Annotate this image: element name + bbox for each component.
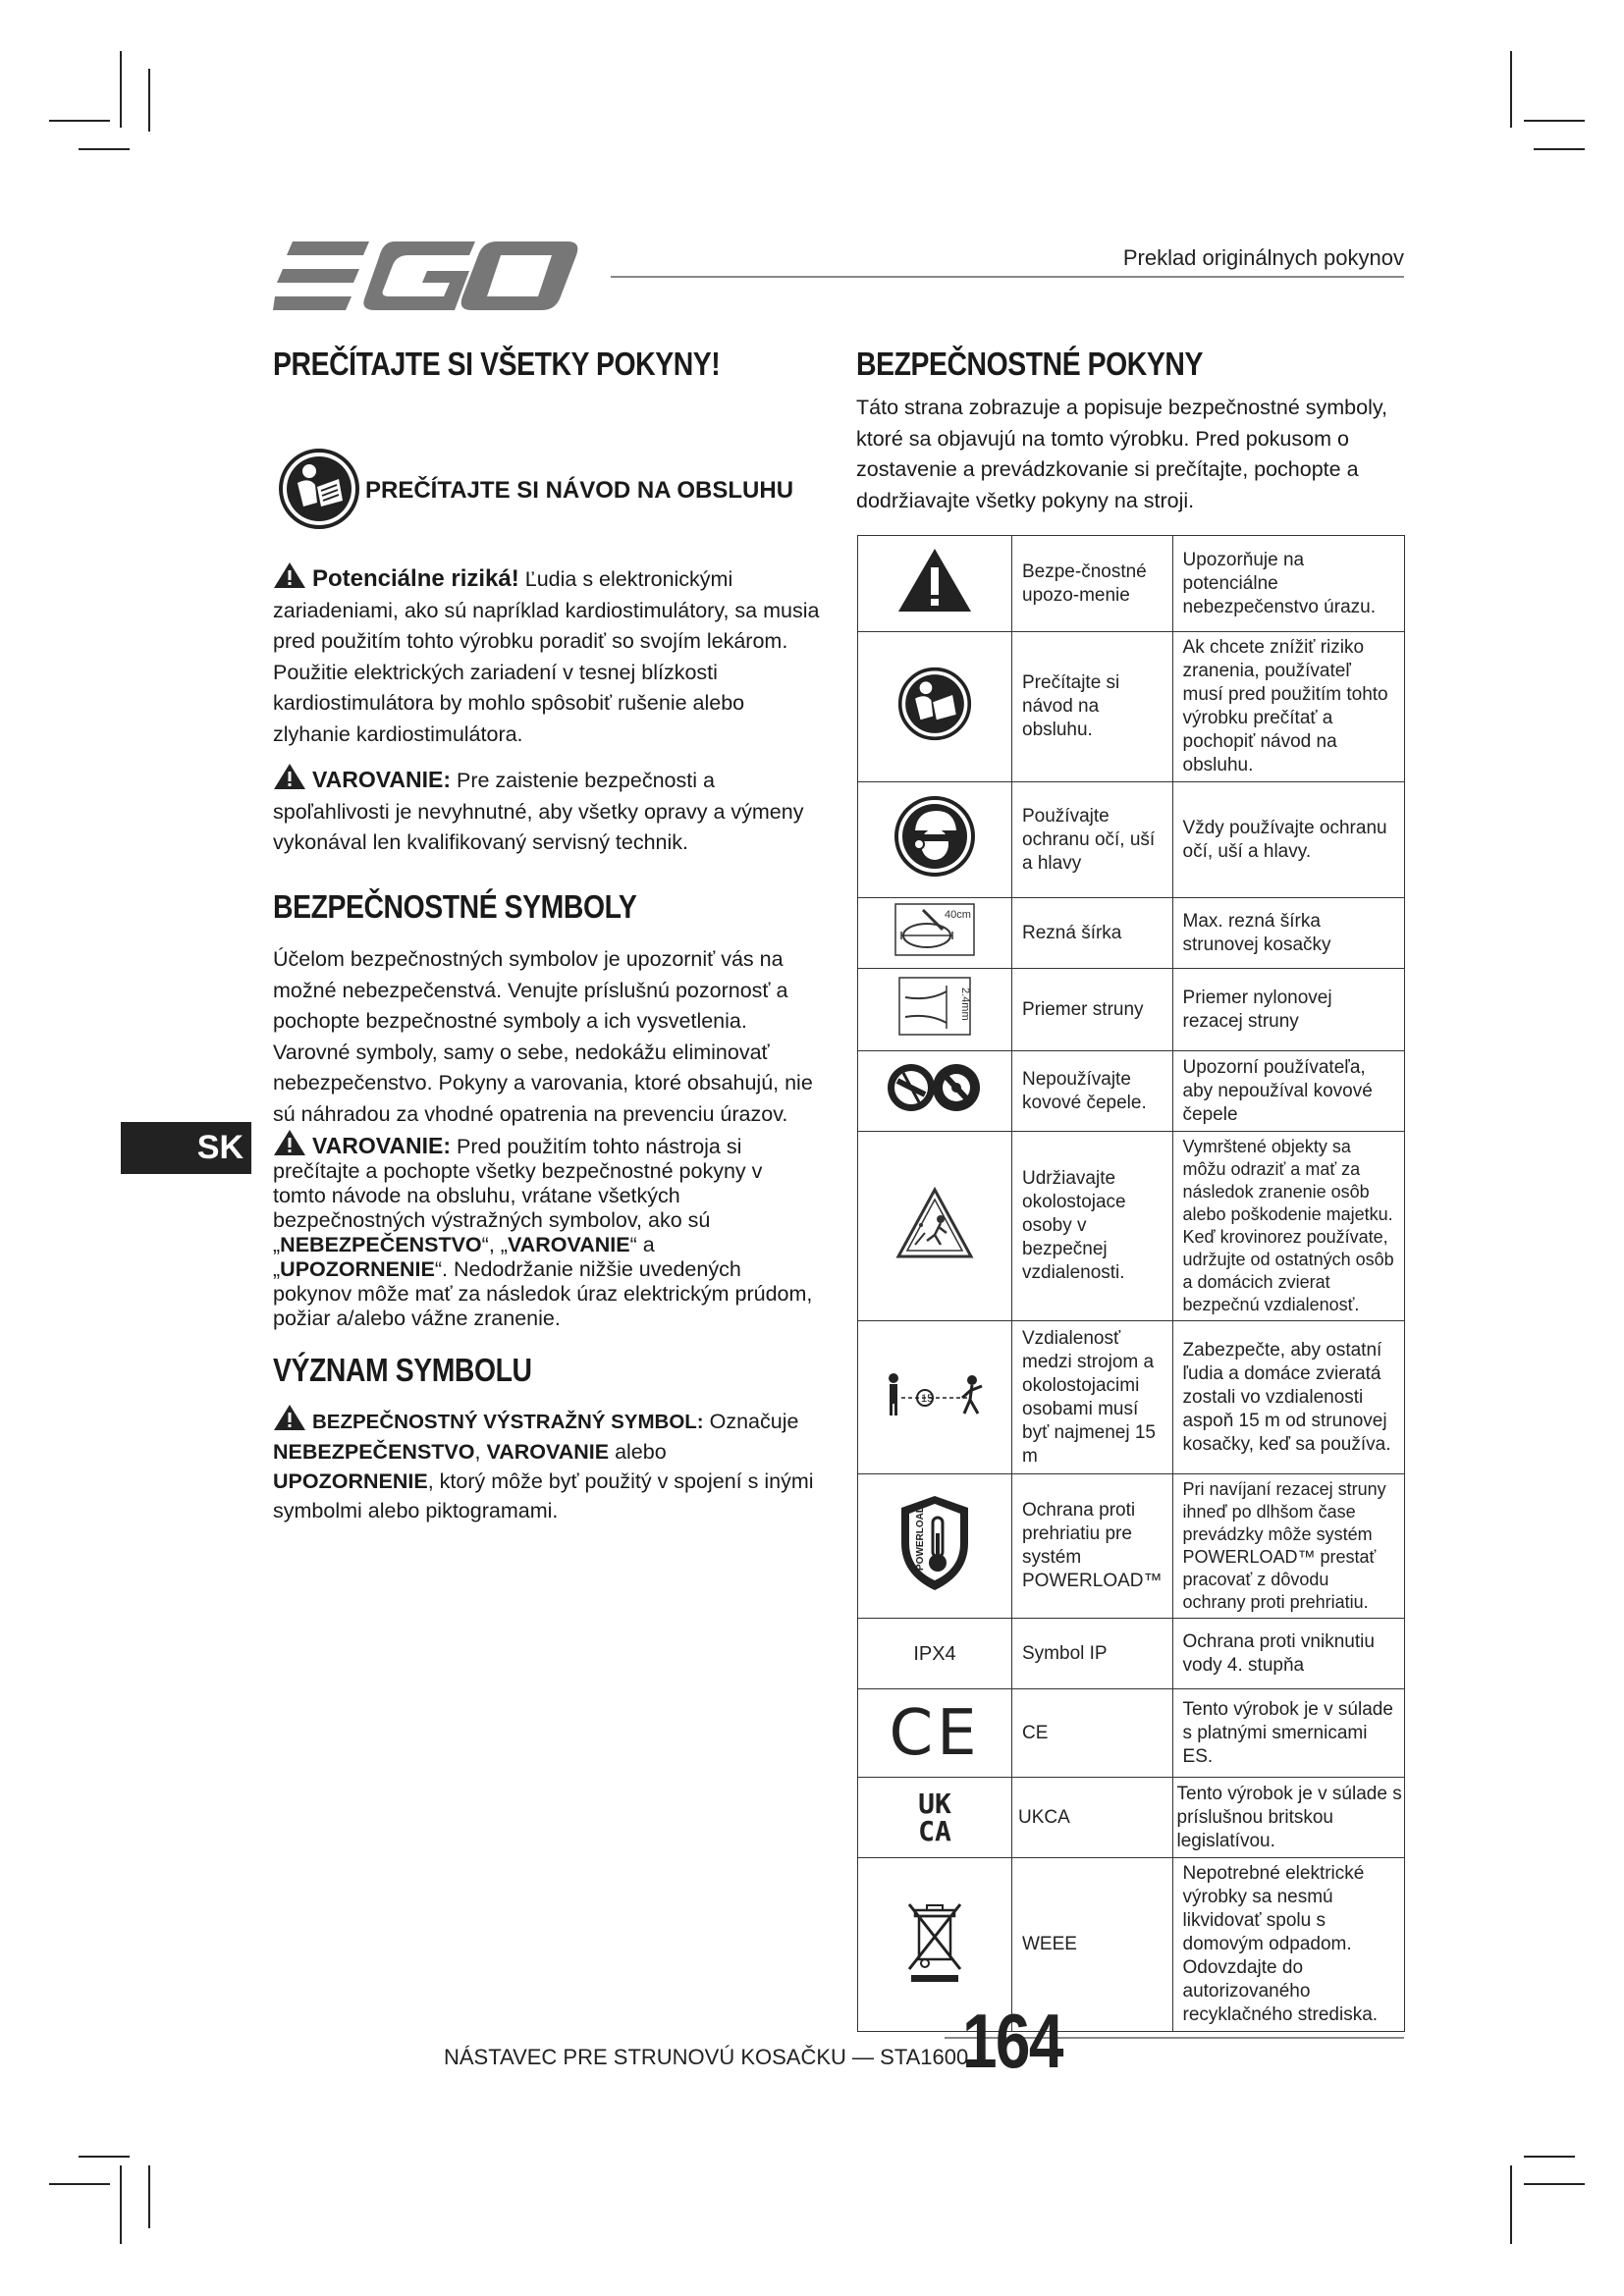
symbol-description: Upozorňuje na potenciálne nebezpečenstvo úrazu. xyxy=(1172,536,1404,632)
manual-label: PREČÍTAJTE SI NÁVOD NA OBSLUHU xyxy=(365,477,794,504)
header-note: Preklad originálnych pokynov xyxy=(1122,245,1404,270)
symbol-description: Ochrana proti vniknutiu vody 4. stupňa xyxy=(1172,1619,1404,1689)
symbol-name: Používajte ochranu očí, uší a hlavy xyxy=(1012,782,1173,898)
heading-safety-symbols: BEZPEČNOSTNÉ SYMBOLY xyxy=(273,888,637,925)
table-row xyxy=(858,782,1405,898)
crop-mark xyxy=(79,148,130,150)
crop-mark xyxy=(148,69,150,132)
meaning-warning: VAROVANIE xyxy=(486,1440,610,1464)
warning2-sep1: “, „ xyxy=(481,1233,508,1256)
warning1-title: VAROVANIE: xyxy=(312,767,451,792)
table-row xyxy=(858,632,1405,782)
symbol-icon-cell xyxy=(858,782,1012,898)
symbol-description: Priemer nylonovej rezacej struny xyxy=(1172,969,1404,1051)
symbol-icon-cell xyxy=(858,1321,1012,1474)
no-metal-blades-icon xyxy=(886,1059,984,1116)
table-row xyxy=(858,1051,1405,1132)
table-row xyxy=(858,1132,1405,1321)
table-row xyxy=(858,1321,1405,1474)
warning2-text-b: “. Nedodržanie nižšie uvedených pokynov môže mať za následok úraz elektrickým prúdom, požiar a/alebo vážne zranenie. xyxy=(273,1257,813,1330)
keep-distance-icon xyxy=(884,1370,986,1417)
risk-title: Potenciálne riziká! xyxy=(312,565,519,592)
heading-safety-instructions: BEZPEČNOSTNÉ POKYNY xyxy=(856,346,1203,382)
ipx4-text: IPX4 xyxy=(858,1619,1012,1689)
read-manual-icon xyxy=(278,448,360,530)
intro-paragraph: Táto strana zobrazuje a popisuje bezpečnostné symboly, ktoré sa objavujú na tomto výrobku. Pred pokusom o zostavenie a prevádzkovanie si prečítajte, pochopte a dodržiavajte všetky pokyny na stroji. xyxy=(856,396,1387,512)
thrown-objects-icon xyxy=(895,1186,974,1260)
crop-mark xyxy=(1534,148,1585,150)
warning-triangle-icon xyxy=(273,1404,306,1431)
cutting-width-icon-label: 40cm xyxy=(945,909,971,921)
symbol-description: Ak chcete znížiť riziko zranenia, používateľ musí pred použitím tohto výrobku prečítať a pochopiť návod na obsluhu. xyxy=(1172,632,1404,782)
warning2-sep2: “ a „ xyxy=(273,1233,655,1281)
table-row xyxy=(858,969,1405,1051)
weee-bin-icon xyxy=(905,1900,964,1983)
ego-logo xyxy=(273,240,579,312)
symbol-name: Nepoužívajte kovové čepele. xyxy=(1012,1051,1173,1132)
crop-mark xyxy=(1524,2156,1575,2158)
read-manual-icon xyxy=(897,667,972,741)
meaning-title: BEZPEČNOSTNÝ VÝSTRAŽNÝ SYMBOL: xyxy=(312,1411,704,1433)
symbol-name: Ochrana proti prehriatiu pre systém POWERLOAD™ xyxy=(1012,1474,1173,1619)
symbols-paragraph: Účelom bezpečnostných symbolov je upozorniť vás na možné nebezpečenstvá. Venujte príslušnú pozornosť a pochopte bezpečnostné symboly a ich vysvetlenia. Varovné symboly, samy o sebe, nedokážu eliminovať nebezpečenstvo. Pokyny a varovania, ktoré obsahujú, nie sú náhradou za vhodné opatrenia na prevenciu úrazov. xyxy=(273,947,813,1126)
symbol-description: Vymrštené objekty sa môžu odraziť a mať za následok zranenie osôb alebo poškodenie majetku. Keď krovinorez používate, udržujte od ostatných osôb a domácich zvierat bezpečnú vzdialenosť. xyxy=(1172,1132,1404,1321)
warning2-danger: NEBEZPEČENSTVO xyxy=(280,1233,482,1256)
table-row xyxy=(858,898,1405,969)
warning-read-paragraph xyxy=(273,1129,819,1331)
table-row xyxy=(858,536,1405,632)
meaning-comma: , xyxy=(474,1440,481,1464)
warning2-text-a: Pred použitím tohto nástroja si prečítajte a pochopte všetky bezpečnostné pokyny v tomto návode na obsluhu, vrátane všetkých bezpečnostných výstražných symbolov, ako sú „ xyxy=(273,1135,763,1256)
symbol-name: Rezná šírka xyxy=(1012,898,1173,969)
risk-paragraph xyxy=(273,561,823,750)
table-row xyxy=(858,1778,1405,1858)
ukca-mark-icon: UK CA xyxy=(858,1778,1012,1858)
warning2-caution: UPOZORNENIE xyxy=(280,1257,435,1281)
symbol-name: Prečítajte si návod na obsluhu. xyxy=(1012,632,1173,782)
symbol-name: WEEE xyxy=(1012,1858,1173,2032)
symbol-icon-cell xyxy=(858,1051,1012,1132)
crop-mark xyxy=(1510,2165,1512,2244)
svg-text:15: 15 xyxy=(921,1393,934,1405)
crop-mark xyxy=(49,120,110,122)
symbol-icon-cell xyxy=(858,969,1012,1051)
symbol-icon-cell xyxy=(858,1474,1012,1619)
symbol-description: Tento výrobok je v súlade s platnými smernicami ES. xyxy=(1172,1689,1404,1778)
symbol-icon-cell xyxy=(858,632,1012,782)
symbol-icon-cell xyxy=(858,898,1012,969)
warning-triangle-icon xyxy=(273,1129,306,1156)
alert-triangle-icon xyxy=(895,546,974,614)
page-number: 164 xyxy=(962,1998,1062,2084)
meaning-paragraph xyxy=(273,1404,819,1525)
warning1-text: Pre zaistenie bezpečnosti a spoľahlivosti je nevyhnutné, aby všetky opravy a výmeny vykonával len kvalifikovaný servisný technik. xyxy=(273,769,804,854)
crop-mark xyxy=(120,2165,122,2244)
symbol-name: CE xyxy=(1012,1689,1173,1778)
symbol-description: Upozorní používateľa, aby nepoužíval kovové čepele xyxy=(1172,1051,1404,1132)
warning-repair-paragraph xyxy=(273,763,823,859)
symbols-table xyxy=(857,535,1405,2032)
eye-ear-head-protection-icon xyxy=(893,795,976,878)
crop-mark xyxy=(1524,120,1585,122)
table-row xyxy=(858,1619,1405,1689)
language-tab: SK xyxy=(121,1122,251,1174)
line-diameter-icon xyxy=(895,974,974,1039)
crop-mark xyxy=(1524,2183,1585,2185)
symbol-name: Vzdialenosť medzi strojom a okolostojacimi osobami musí byť najmenej 15 m xyxy=(1012,1321,1173,1474)
header-rule xyxy=(611,276,1404,278)
footer-title: NÁSTAVEC PRE STRUNOVÚ KOSAČKU — STA1600 xyxy=(444,2045,969,2069)
symbol-description: Vždy používajte ochranu očí, uší a hlavy. xyxy=(1172,782,1404,898)
symbol-name: UKCA xyxy=(1012,1778,1173,1858)
meaning-or: alebo xyxy=(615,1440,667,1464)
warning2-title: VAROVANIE: xyxy=(312,1133,451,1158)
ce-mark-icon: CE xyxy=(858,1689,1012,1778)
table-row xyxy=(858,1474,1405,1619)
meaning-danger: NEBEZPEČENSTVO xyxy=(273,1440,475,1464)
warning-triangle-icon xyxy=(273,763,306,790)
crop-mark xyxy=(49,2183,110,2185)
line-diameter-icon-label: 2.4mm xyxy=(959,988,971,1021)
table-row xyxy=(858,1689,1405,1778)
warning-triangle-icon xyxy=(273,561,306,589)
symbol-icon-cell xyxy=(858,1132,1012,1321)
crop-mark xyxy=(79,2156,130,2158)
symbol-description: Max. rezná šírka strunovej kosačky xyxy=(1172,898,1404,969)
symbol-description: Tento výrobok je v súlade s príslušnou britskou legislatívou. xyxy=(1172,1778,1404,1858)
overheat-protection-icon xyxy=(897,1494,972,1592)
heading-read-instructions: PREČÍTAJTE SI VŠETKY POKYNY! xyxy=(273,346,721,382)
risk-text: Ľudia s elektronickými zariadeniami, ako sú napríklad kardiostimulátory, sa musia pred použitím tohto výrobku poradiť so svojím lekárom. Použitie elektrických zariadení v tesnej blízkosti kardiostimulátora by mohlo spôsobiť rušenie alebo zlyhanie kardiostimulátora. xyxy=(273,567,820,746)
symbol-name: Priemer struny xyxy=(1012,969,1173,1051)
symbol-name: Udržiavajte okolostojace osoby v bezpečnej vzdialenosti. xyxy=(1012,1132,1173,1321)
overheat-icon-label: POWERLOAD xyxy=(915,1505,926,1571)
crop-mark xyxy=(148,2165,150,2228)
heading-symbol-meaning: VÝZNAM SYMBOLU xyxy=(273,1352,532,1388)
symbol-name: Bezpe-čnostné upozo-menie xyxy=(1012,536,1173,632)
warning2-warning: VAROVANIE xyxy=(507,1233,630,1256)
meaning-caution: UPOZORNENIE xyxy=(273,1469,428,1493)
symbol-icon-cell xyxy=(858,536,1012,632)
symbol-description: Nepotrebné elektrické výrobky sa nesmú likvidovať spolu s domovým odpadom. Odovzdajte do autorizovaného recyklačného strediska. xyxy=(1172,1858,1404,2032)
crop-mark xyxy=(120,51,122,128)
table-row xyxy=(858,1858,1405,2032)
symbol-name: Symbol IP xyxy=(1012,1619,1173,1689)
symbol-description: Zabezpečte, aby ostatní ľudia a domáce zvieratá zostali vo vzdialenosti aspoň 15 m od strunovej kosačky, keď sa používa. xyxy=(1172,1321,1404,1474)
crop-mark xyxy=(1510,51,1512,128)
cutting-width-icon xyxy=(893,900,976,959)
symbol-description: Pri navíjaní rezacej struny ihneď po dlhšom čase prevádzky môže systém POWERLOAD™ prestať pracovať z dôvodu ochrany proti prehriatiu. xyxy=(1172,1474,1404,1619)
meaning-text-b: , ktorý môže byť použitý v spojení s inými symbolmi alebo piktogramami. xyxy=(273,1469,814,1522)
meaning-text-a: Označuje xyxy=(709,1410,799,1433)
